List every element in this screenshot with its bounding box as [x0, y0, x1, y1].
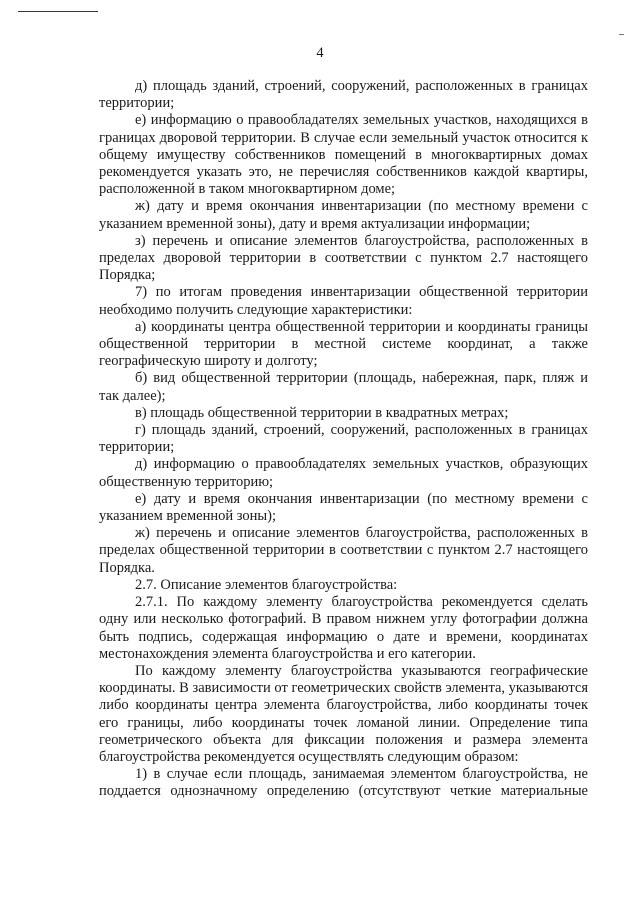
paragraph-a-coordinates: а) координаты центра общественной территории и координаты границы общественной территории в местной системе координат, а также географическую широту и долготу; [99, 318, 588, 370]
paragraph-d-land-owners: д) информацию о правообладателях земельных участков, образующих общественную территорию; [99, 456, 588, 490]
paragraph-z-elements-list: з) перечень и описание элементов благоустройства, расположенных в пределах дворовой территории в соответствии с пунктом 2.7 настоящего Порядка; [99, 232, 588, 284]
paragraph-zh-elements-list: ж) перечень и описание элементов благоустройства, расположенных в пределах общественной территории в соответствии с пунктом 2.7 настоящего Порядка. [99, 525, 588, 576]
header-rule [18, 11, 98, 12]
paragraph-1-area-definition: 1) в случае если площадь, занимаемая элементом благоустройства, не поддается однозначному определению (отсутствуют четкие материальные [99, 766, 588, 800]
page-number: 4 [316, 45, 324, 61]
paragraph-2-7-1-photos: 2.7.1. По каждому элементу благоустройства рекомендуется сделать одну или несколько фотографий. В правом нижнем углу фотографии должна быть подпись, содержащая информацию о дате и времени, координатах местонахождения элемента благоустройства и его категории. [99, 594, 588, 662]
paragraph-7-public-territory: 7) по итогам проведения инвентаризации общественной территории необходимо получить следующие характеристики: [99, 284, 588, 318]
paragraph-geographic-coordinates: По каждому элементу благоустройства указываются географические координаты. В зависимости от геометрических свойств элемента, указываются либо координаты центра элемента благоустройства, либо координаты точек его границы, либо координаты точек ломаной линии. Определение типа геометрического объекта для фиксации положения и размера элемента благоустройства рекомендуется осуществлять следующим образом: [99, 662, 588, 765]
section-heading-2-7: 2.7. Описание элементов благоустройства: [135, 576, 398, 593]
document-body [99, 78, 588, 801]
paragraph-zh-inventory-date: ж) дату и время окончания инвентаризации (по местному времени с указанием временной зоны), дату и время актуализации информации; [99, 198, 588, 232]
margin-mark [619, 34, 624, 35]
paragraph-d-buildings-area: д) площадь зданий, строений, сооружений, расположенных в границах территории; [99, 78, 588, 112]
paragraph-e-land-owners: е) информацию о правообладателях земельных участков, находящихся в границах дворовой территории. В случае если земельный участок относится к общему имуществу собственников помещений в многоквартирных домах рекомендуется указать это, не перечисляя собственников каждой квартиры, расположенной в таком многоквартирном доме; [99, 112, 588, 198]
paragraph-e-inventory-date: е) дату и время окончания инвентаризации (по местному времени с указанием временной зоны); [99, 490, 588, 525]
paragraph-v-area: в) площадь общественной территории в квадратных метрах; [135, 404, 509, 421]
paragraph-b-territory-type: б) вид общественной территории (площадь, набережная, парк, пляж и так далее); [99, 370, 588, 404]
paragraph-g-buildings-area: г) площадь зданий, строений, сооружений, расположенных в границах территории; [99, 422, 588, 456]
